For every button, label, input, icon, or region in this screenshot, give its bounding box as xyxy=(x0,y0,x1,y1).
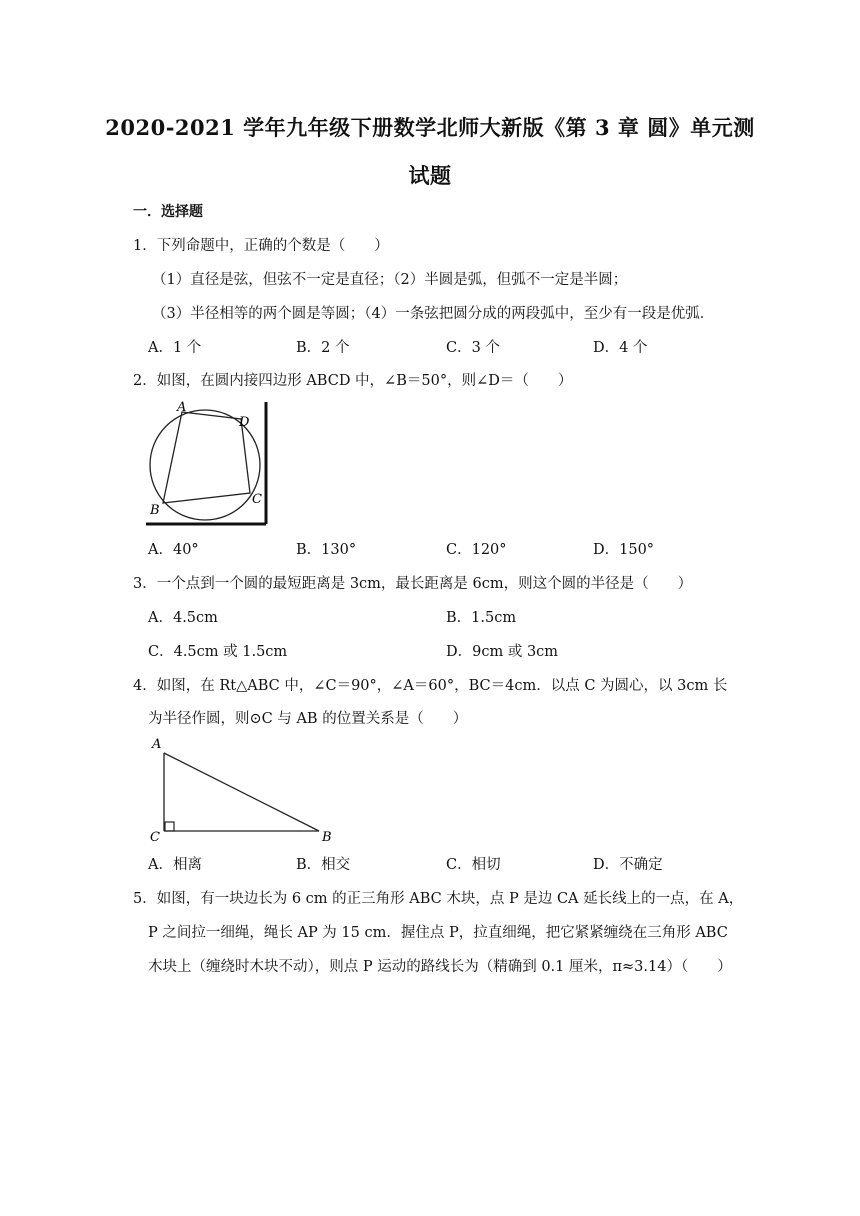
question-4-option-b: B．相交 xyxy=(296,857,351,873)
question-3-option-c: C．4.5cm 或 1.5cm xyxy=(148,644,288,660)
question-4-stem-line-1: 4．如图，在 Rt△ABC 中，∠C＝90°，∠A＝60°，BC＝4cm．以点 C 为圆心，以 3cm 长 xyxy=(133,678,728,694)
label-b: B xyxy=(322,830,332,845)
question-5-stem-line-3: 木块上（缠绕时木块不动），则点 P 运动的路线长为（精确到 0.1 厘米，π≈3.14）（ ） xyxy=(148,959,732,975)
question-1-option-b: B．2 个 xyxy=(296,340,350,356)
question-2-stem: 2．如图，在圆内接四边形 ABCD 中，∠B＝50°，则∠D＝（ ） xyxy=(133,373,573,389)
question-2-option-d: D．150° xyxy=(593,542,655,558)
label-a: A xyxy=(177,400,187,415)
label-a: A xyxy=(152,737,162,752)
label-b: B xyxy=(150,503,160,518)
question-1-option-a: A．1 个 xyxy=(148,340,202,356)
question-2-option-b: B．130° xyxy=(296,542,357,558)
question-4-figure xyxy=(144,733,340,845)
question-1-statement-1: （1）直径是弦，但弦不一定是直径；（2）半圆是弧，但弧不一定是半圆； xyxy=(152,272,628,288)
label-c: C xyxy=(252,492,262,507)
quadrilateral-abcd xyxy=(163,412,250,503)
question-2-figure xyxy=(144,400,270,528)
question-1-option-c: C．3 个 xyxy=(446,340,500,356)
question-4-option-a: A．相离 xyxy=(148,857,202,873)
side-ab xyxy=(164,753,319,831)
page-title-line-2: 试题 xyxy=(408,163,452,188)
question-1-option-d: D．4 个 xyxy=(593,340,648,356)
question-1-statement-2: （3）半径相等的两个圆是等圆；（4）一条弦把圆分成的两段弧中，至少有一段是优弧． xyxy=(152,306,715,322)
question-3-option-a: A．4.5cm xyxy=(148,610,218,626)
right-angle-mark xyxy=(165,822,174,831)
section-heading: 一．选择题 xyxy=(133,204,203,220)
question-5-stem-line-2: P 之间拉一细绳，绳长 AP 为 15 cm．握住点 P，拉直细绳，把它紧紧缠绕在三角形 ABC xyxy=(148,925,728,941)
question-4-option-c: C．相切 xyxy=(446,857,501,873)
question-4-stem-line-2: 为半径作圆，则⊙C 与 AB 的位置关系是（ ） xyxy=(148,711,468,727)
question-1-stem: 1．下列命题中，正确的个数是（ ） xyxy=(133,238,389,254)
question-3-option-d: D．9cm 或 3cm xyxy=(446,644,559,660)
question-4-option-d: D．不确定 xyxy=(593,857,663,873)
question-2-option-a: A．40° xyxy=(148,542,199,558)
question-5-stem-line-1: 5．如图，有一块边长为 6 cm 的正三角形 ABC 木块，点 P 是边 CA 延长线上的一点，在 A， xyxy=(133,891,744,907)
page-title-line-1: 2020-2021 学年九年级下册数学北师大新版《第 3 章 圆》单元测 xyxy=(105,115,755,140)
label-c: C xyxy=(150,830,160,845)
label-d: D xyxy=(239,415,250,430)
question-3-option-b: B．1.5cm xyxy=(446,610,517,626)
question-2-option-c: C．120° xyxy=(446,542,507,558)
question-3-stem: 3．一个点到一个圆的最短距离是 3cm，最长距离是 6cm，则这个圆的半径是（ ） xyxy=(133,576,693,592)
